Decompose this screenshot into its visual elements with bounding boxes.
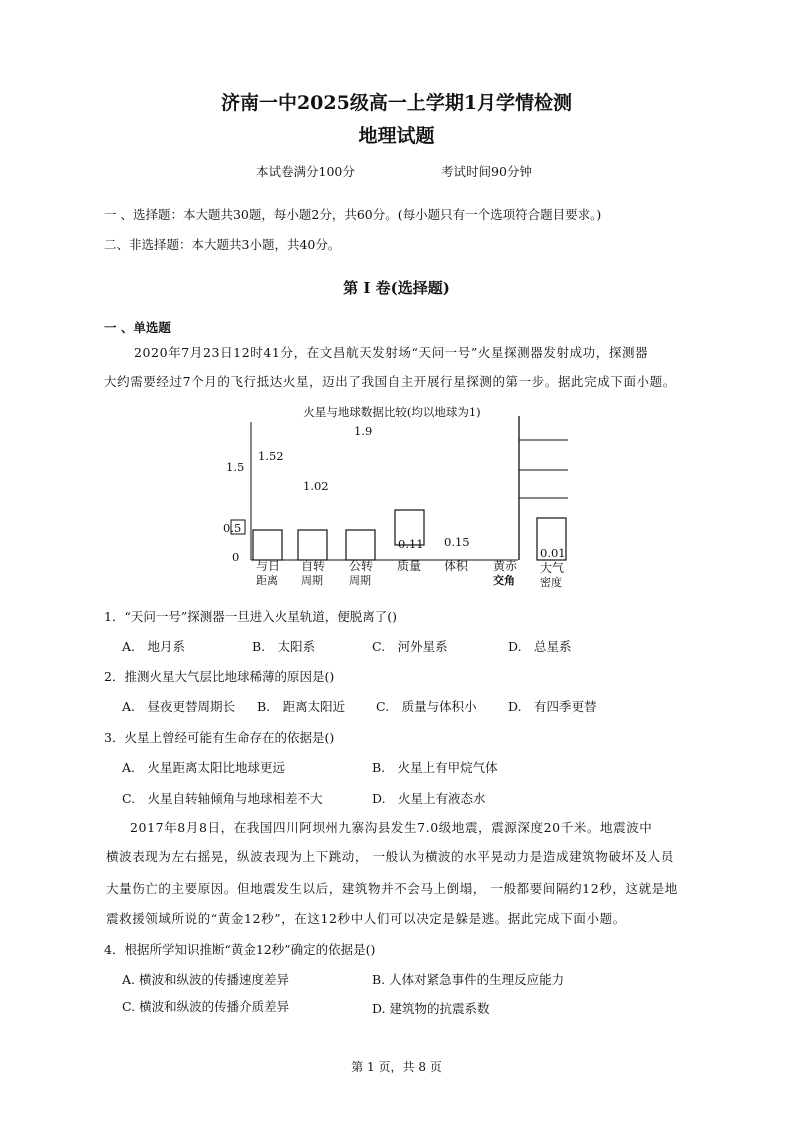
x-tick-label: 大气: [540, 561, 565, 575]
section-title: 一 、单选题: [104, 320, 171, 335]
q2-option-a[interactable]: A. 昼夜更替周期长: [122, 699, 236, 714]
q1-option-a[interactable]: A. 地月系: [122, 639, 186, 654]
chart-title: 火星与地球数据比较(均以地球为1): [303, 405, 481, 419]
data-label-mass: 0.11: [398, 537, 424, 551]
q3-option-c[interactable]: C. 火星自转轴倾角与地球相差不大: [122, 791, 323, 806]
q3-option-d[interactable]: D. 火星上有液态水: [372, 791, 486, 806]
x-tick-label: 体积: [444, 559, 469, 573]
passage2-line3: 大量伤亡的主要原因。但地震发生以后，建筑物并不会马上倒塌， 一般都要间隔约12秒，这就是地: [106, 881, 678, 896]
data-label-atmosphere: 0.01: [540, 546, 566, 560]
x-tick-label: 交角: [493, 574, 515, 587]
x-tick-label: 与日: [256, 559, 281, 573]
data-label-volume: 0.15: [444, 535, 470, 549]
y-tick-label: 1.5: [226, 460, 245, 474]
page-footer: 第 1 页，共 8 页: [351, 1060, 442, 1074]
x-tick-label: 质量: [397, 559, 422, 573]
q1-option-d[interactable]: D. 总星系: [508, 639, 572, 654]
passage1-line2: 大约需要经过7个月的飞行抵达火星，迈出了我国自主开展行星探测的第一步。据此完成下面小题。: [104, 374, 676, 389]
time-limit: 考试时间90分钟: [441, 164, 532, 179]
q2-option-b[interactable]: B. 距离太阳近: [257, 699, 346, 714]
exam-subtitle: 地理试题: [358, 125, 435, 147]
y-tick-label: 0.5: [223, 521, 242, 535]
data-label-sun-distance: 1.52: [258, 449, 284, 463]
x-tick-label: 密度: [540, 576, 562, 588]
q2-option-c[interactable]: C. 质量与体积小: [376, 699, 477, 714]
question-2-stem: 2．推测火星大气层比地球稀薄的原因是(): [104, 669, 335, 684]
q4-option-a[interactable]: A. 横波和纵波的传播速度差异: [122, 972, 289, 987]
instruction-2: 二、非选择题：本大题共3小题，共40分。: [104, 237, 341, 252]
x-tick-label: 周期: [349, 574, 371, 587]
x-tick-label: 公转: [349, 559, 374, 573]
passage2-line4: 震救援领域所说的“黄金12秒”，在这12秒中人们可以决定是躲是逃。据此完成下面小题。: [106, 911, 626, 926]
q4-option-d[interactable]: D. 建筑物的抗震系数: [372, 1001, 490, 1016]
full-score: 本试卷满分100分: [256, 164, 355, 179]
question-3-stem: 3．火星上曾经可能有生命存在的依据是(): [104, 730, 335, 745]
question-1-stem: 1．“天问一号”探测器一旦进入火星轨道，便脱离了(): [104, 609, 397, 624]
passage1-line1: 2020年7月23日12时41分，在文昌航天发射场“天问一号”火星探测器发射成功，探测器: [134, 345, 649, 360]
mars-earth-chart: [220, 400, 580, 588]
x-tick-label: 自转: [301, 559, 326, 573]
x-tick-label: 周期: [301, 574, 323, 587]
x-tick-label: 黄赤: [493, 559, 518, 573]
q3-option-b[interactable]: B. 火星上有甲烷气体: [372, 760, 498, 775]
data-label-revolution: 1.9: [354, 424, 373, 438]
q2-option-d[interactable]: D. 有四季更替: [508, 699, 597, 714]
x-tick-label: 距离: [256, 574, 278, 587]
instruction-1: 一 、选择题：本大题共30题，每小题2分，共60分。(每小题只有一个选项符合题目要求。): [104, 207, 602, 222]
passage2-line1: 2017年8月8日，在我国四川阿坝州九寨沟县发生7.0级地震，震源深度20千米。地震波中: [130, 820, 653, 835]
bar-sun-distance: [253, 530, 282, 560]
passage2-line2: 横波表现为左右摇晃，纵波表现为上下跳动， 一般认为横波的水平晃动力是造成建筑物破坏及人员: [106, 849, 674, 864]
bar-rotation-period: [298, 530, 327, 560]
q1-option-c[interactable]: C. 河外星系: [372, 639, 448, 654]
question-4-stem: 4．根据所学知识推断“黄金12秒”确定的依据是(): [104, 942, 376, 957]
q3-option-a[interactable]: A. 火星距离太阳比地球更远: [122, 760, 286, 775]
q4-option-c[interactable]: C. 横波和纵波的传播介质差异: [122, 999, 290, 1014]
q4-option-b[interactable]: B. 人体对紧急事件的生理反应能力: [372, 972, 565, 987]
exam-title: 济南一中2025级高一上学期1月学情检测: [220, 92, 573, 114]
data-label-rotation: 1.02: [303, 479, 329, 493]
q1-option-b[interactable]: B. 太阳系: [252, 639, 316, 654]
bar-revolution-period: [346, 530, 375, 560]
y-tick-label: 0: [232, 550, 240, 564]
part-title: 第 I 卷(选择题): [343, 279, 450, 297]
